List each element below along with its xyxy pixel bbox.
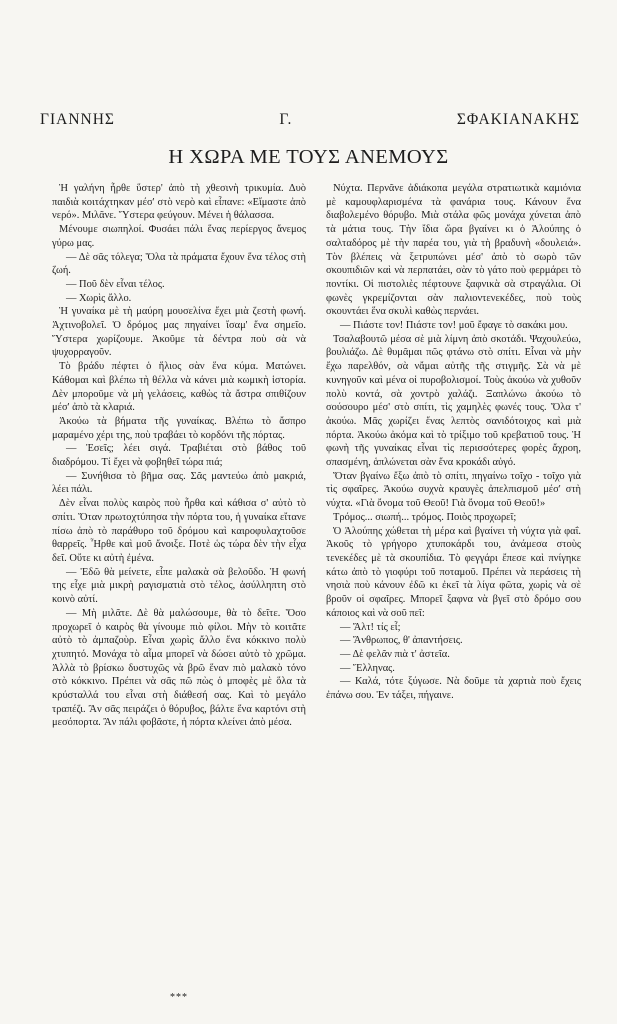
dialogue-line: — Συνήθισα τὸ βῆμα σας. Σᾶς μαντεύω ἀπὸ μακριά, λέει πάλι. xyxy=(52,470,306,496)
paragraph: Ἡ γαλήνη ἦρθε ὕστερ' ἀπὸ τὴ χθεσινὴ τρικυμία. Δυὸ παιδιὰ κοιτάχτηκαν μέσ' στὸ νερὸ καὶ εἶπανε: «Εἴμαστε ἀπὸ νερό». Μιλᾶνε. Ὕστερα φεύγουν. Μένει ἡ θάλασσα. xyxy=(52,183,306,222)
paragraph: Ἀκούω τὰ βήματα τῆς γυναίκας. Βλέπω τὸ ἄσπρο μαραμένο χέρι της, ποὺ τραβάει τὸ κορδόνι τῆς πόρτας. xyxy=(52,415,306,441)
paragraph: Ὅταν βγαίνω ἔξω ἀπὸ τὸ σπίτι, πηγαίνω τοῖχο - τοῖχο γιὰ τὶς σφαῖρες. Ἀκούω συχνὰ κραυγὲς ἀπελπισμοῦ μέσ' στὴ νύχτα. «Γιὰ ὄνομα τοῦ Θεοῦ! Γιὰ ὄνομα τοῦ Θεοῦ!» xyxy=(326,470,581,510)
right-column xyxy=(326,182,581,703)
dialogue-line: — Ἐδῶ θὰ μείνετε, εἶπε μαλακὰ σὰ βελοῦδο. Ἡ φωνή της εἶχε μιὰ μικρὴ ραγισματιὰ στὸ τέλος, ἀσύλληπτη στὸ κοινὸ αὐτί. xyxy=(52,566,306,606)
dialogue-line: — Δὲ φελᾶν πιὰ τ' ἀστεῖα. xyxy=(340,648,450,660)
dialogue-line: — Καλά, τότε ξύγωσε. Νὰ δοῦμε τὰ χαρτιὰ ποὺ ἔχεις ἐπάνω σου. Ἐν τάξει, πήγαινε. xyxy=(326,676,581,702)
author-initial: Γ. xyxy=(279,111,293,128)
dialogue-line: — Δὲ σᾶς τόλεγα; Ὅλα τὰ πράματα ἔχουν ἕνα τέλος στὴ ζωή. xyxy=(52,251,306,277)
dialogue-line: — Χωρὶς ἄλλο. xyxy=(66,292,132,304)
paragraph: Ὁ Ἀλούπης χώθεται τὴ μέρα καὶ βγαίνει τὴ νύχτα γιὰ φαΐ. Ἀκοῦς τὸ γρήγορο χτυποκάρδι του, ἀνάμεσα στοὺς τενεκέδες μὲ τὰ σκουπίδια. Τὸ φεγγάρι ἔπεσε καὶ πνίγηκε κάτω ἀπὸ τὸ γιοφύρι τοῦ ποταμοῦ. Πρέπει νὰ περάσεις τὴ νησιὰ ποὺ κάνουν ἐδῶ κι ἐκεῖ τὰ λίγα φῶτα, χωρὶς νὰ σὲ βροῦν οἱ σφαῖρες. Μπορεῖ ξαφνα νὰ βγεῖ στὸ δρόμο σου κάποιος καὶ νὰ σοῦ πεῖ: xyxy=(326,525,581,619)
author-surname: ΣΦΑΚΙΑΝΑΚΗΣ xyxy=(456,111,580,128)
paragraph: Νύχτα. Περνᾶνε ἀδιάκοπα μεγάλα στρατιωτικὰ καμιόνια μὲ καμουφλαρισμένα τὰ φανάρια τους. Κάνουν ἕνα διαβολεμένο θόρυβο. Μιὰ στάλα φῶς μονάχα χύνεται ἀπὸ τὰ μάτια τους. Τὴν ἴδια ὥρα βγαίνει κι ὁ Ἀλούπης ὁ σαλταδόρος μὲ τὴν παρέα του, γιὰ τὴ βραδυνὴ «δουλειά». Τὸν βλέπεις νὰ ξετρυπώνει μέσ' ἀπὸ τὸ σωρὸ τῶν σκουπιδιῶν καὶ νὰ περπατάει, σὰν τὸ γάτο ποὺ φερμάρει τὸ ποντίκι. Οἱ πιστολιὲς πέφτουνε ξαφνικὰ σὰ στραγάλια. Οἱ φωνὲς γκρεμίζονται σὰν παλιοντενεκέδες, ποὺ τοὺς σκουντάει ἕνα σκυλὶ καθὼς περνάει. xyxy=(326,183,581,318)
paragraph: Ἡ γυναίκα μὲ τὴ μαύρη μουσελίνα ἔχει μιὰ ζεστὴ φωνή. Ἀχτινοβολεῖ. Ὁ δρόμος μας πηγαίνει ἴσαμ' ἕνα σημεῖο. Ὕστερα χωρίζουμε. Ἀκοῦμε τὰ δέντρα ποὺ σὰ νὰ ψυχορραγοῦν. xyxy=(52,306,306,359)
paragraph: Τσαλαβουτῶ μέσα σὲ μιὰ λίμνη ἀπὸ σκοτάδι. Ψαχουλεύω, βουλιάζω. Δὲ θυμᾶμαι πῶς φτάνω στὸ σπίτι. Εἶναι νὰ μὴν ἔχω παρελθόν, σὰ νἄμαι αὐτῆς τῆς στιγμῆς. Σὰ νὰ μὲ κυνηγοῦν καὶ μένα οἱ πυροβολισμοί. Τοὺς ἀκούω νὰ χυθοῦν πολὺ κοντά, σὰ χοντρὸ χαλάζι. Ξαπλώνω ἀκούω τὸ σούσουρο μέσ' στὸ σπίτι, τὶς χαμηλὲς φωνές τους. Ὅλα τ' ἀκούω. Μᾶς χωρίζει ἕνας λεπτὸς σανιδότοιχος καὶ μιὰ πόρτα. Ἀκούω ἀκόμα καὶ τὸ τρίξιμο τοῦ κρεβατιοῦ τους. Ἡ φωνὴ τῆς γυναίκας εἶναι τὶς περισσότερες φορὲς ἄχροη, σπασμένη, ἁπλώνεται σὰν ἕνα κροκάδι αὐγό. xyxy=(326,333,581,469)
dialogue-line: — Ἄλτ! τίς εἶ; xyxy=(340,621,401,633)
dialogue-line: — Μὴ μιλᾶτε. Δὲ θὰ μαλώσουμε, θὰ τὸ δεῖτε. Ὅσο προχωρεῖ ὁ καιρὸς θὰ γίνουμε πιὸ φίλοι. Μὴν τὸ κοιτᾶτε αὐτὸ τὸ ἀμπαζοὺρ. Εἶναι χωρὶς ἄλλο ἕνα κόκκινο πολὺ χτυπητό. Μονάχα τὸ αἷμα μπορεῖ νὰ δώσει αὐτὸ τὸ χρῶμα. Ἀλλὰ τὸ βρίσκω δυστυχῶς νὰ βρῶ ἕναν πιὸ μαλακὸ τόνο στὸ κόκκινο. Πρέπει νὰ σᾶς πῶ πὼς ὁ μποφὲς μὲ ὅλα τὰ κρύσταλλά του εἶναι στὴ διάθεσή σας. Καὶ τὸ μεγάλο τραπέζι. Ἂν σᾶς πειράζει ὁ θόρυβος, βάλτε ἕνα καρτόνι στὴ μεσόπορτα. Ἂν πάλι φοβᾶστε, ἡ πόρτα κλείνει ἀπὸ μέσα. xyxy=(52,607,306,729)
story-title: Η ΧΩΡΑ ΜΕ ΤΟΥΣ ΑΝΕΜΟΥΣ xyxy=(168,146,449,168)
dialogue-line: — Ἕλληνας. xyxy=(340,662,395,674)
dialogue-line: — Ἄνθρωπος, θ' ἀπαντήσεις. xyxy=(340,635,463,647)
author-first-name: ΓΙΑΝΝΗΣ xyxy=(40,111,115,128)
paragraph: Δὲν εἶναι πολὺς καιρὸς ποὺ ἦρθα καὶ κάθισα σ' αὐτὸ τὸ σπίτι. Ὅταν πρωτοχτύπησα τὴν πόρτα του, ἡ γυναίκα εἴτανε πίσω ἀπὸ τὸ παράθυρο τοῦ δρόμου καὶ καιροφυλαχτοῦσε θαρρεῖς. Ἦρθε καὶ μοῦ ἄνοιξε. Ποτὲ ὡς τώρα δὲν τὴν εἶχα δεῖ. Οὔτε κι αὐτὴ ἐμένα. xyxy=(52,498,306,564)
dialogue-line: — Πιάστε τον! Πιάστε τον! μοῦ ἔφαγε τὸ σακάκι μου. xyxy=(340,320,568,332)
dialogue-line: — Ἐσεῖς; λέει σιγά. Τραβιέται στὸ βάθος τοῦ διαδρόμου. Τί ἔχει νὰ φοβηθεῖ τώρα πιά; xyxy=(52,443,306,469)
dialogue-line: — Ποῦ δὲν εἶναι τέλος. xyxy=(66,278,165,290)
paragraph: Μένουμε σιωπηλοί. Φυσάει πάλι ἕνας περίεργος ἄνεμος γύρω μας. xyxy=(52,224,306,249)
paragraph: Τρόμος... σιωπή... τρόμος. Ποιὸς προχωρεῖ; xyxy=(333,511,517,523)
paragraph: Τὸ βράδυ πέφτει ὁ ἥλιος σὰν ἕνα κύμα. Ματώνει. Κάθομαι καὶ βλέπω τὴ θέλλα νὰ κάνει μιὰ κωμικὴ ἱστορία. Δὲν μποροῦμε νὰ μὴ γελάσεις, καθὼς τὰ ἄστρα σπιθίζουν μέσ' ἀπὸ τὰ κλαριά. xyxy=(52,361,306,414)
section-break-stars: *** xyxy=(170,992,188,1003)
left-column xyxy=(52,182,306,730)
author-name xyxy=(40,111,580,129)
